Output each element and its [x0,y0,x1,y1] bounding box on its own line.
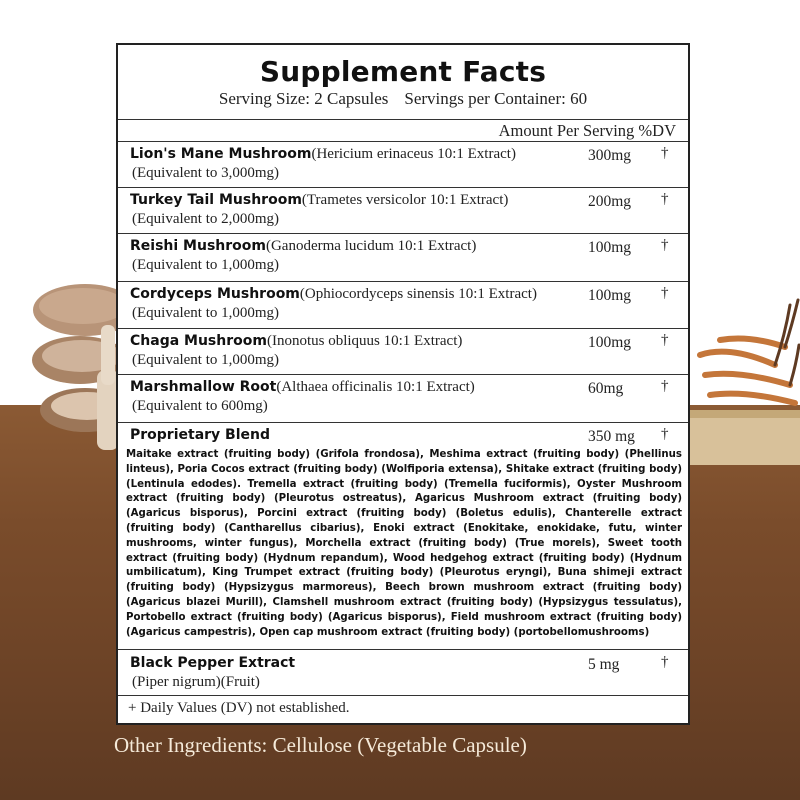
ingredient-extract: (Trametes versicolor 10:1 Extract) [301,192,509,208]
divider [118,422,688,423]
ingredient-amount: 100mg [588,239,632,256]
blend-amount: 350 mg [588,428,635,445]
divider [118,187,688,188]
ingredient-extract: (Ganoderma lucidum 10:1 Extract) [265,238,477,254]
ingredient-equivalent: (Equivalent to 3,000mg) [132,165,280,181]
ingredient-name: Turkey Tail Mushroom [130,192,302,208]
ingredient-name: Chaga Mushroom [130,333,267,349]
ingredient-dv: † [661,285,669,301]
ingredient-equivalent: (Equivalent to 2,000mg) [132,211,280,227]
divider [118,119,688,120]
ingredient-amount: 100mg [588,334,632,351]
ingredient-amount: 300mg [588,147,632,164]
ingredient-name: Cordyceps Mushroom [130,286,300,302]
ingredient-dv: † [661,191,669,207]
black-pepper-dv: † [661,654,669,670]
blend-contents: Maitake extract (fruiting body) (Grifola frondosa), Meshima extract (fruiting body) (Phellinus linteus), Poria Cocos extract (fruiting body) (Wolfiporia extensa), Shitake extract (fruiting body) (Lentinula edodes). Tremella extract (fruiting body) (Tremella fuciformis), Oyster Mushroom extract (fruiting body) (Pleurotus ostreatus), Agaricus Mushroom extract (fruiting body) (Agaricus bisporus), Porcini extract (fruiting body) (Boletus edulis), Chanterelle extract (fruiting body) (Cantharellus cibarius), Enoki extract (Enokitake, enokidake, futu, winter mushrooms, winter fungus), Morchella extract (fruiting body) (True morels), Sweet tooth extract (fruiting body) (Hydnum repandum), Wood hedgehog extract (fruiting body) (Hydnum umbilicatum), King Trumpet extract (fruiting body) (Pleurotus eryngi), Buna shimeji extract (fruiting body) (Hypsizygus marmoreus), Beech brown mushroom extract (fruiting body) (Agaricus blazei Murill), Clamshell mushroom extract (fruiting body) (Hypsizygus tessulatus), Portobello extract (fruiting body) (Agaricus bisporus), Field mushroom extract (fruiting body) (Agaricus campestris), Open cap mushroom extract (fruiting body) (portobellomushrooms) [126,449,682,638]
divider [118,374,688,375]
ingredient-extract: (Hericium erinaceus 10:1 Extract) [311,146,516,162]
divider [118,328,688,329]
divider [118,141,688,142]
ingredient-equivalent: (Equivalent to 1,000mg) [132,257,280,273]
ingredient-equivalent: (Equivalent to 1,000mg) [132,352,280,368]
black-pepper-source: (Piper nigrum)(Fruit) [132,674,260,690]
ingredient-dv: † [661,378,669,394]
divider [118,695,688,696]
black-pepper-name: Black Pepper Extract [130,655,296,671]
ingredient-equivalent: (Equivalent to 600mg) [132,398,268,414]
ingredient-amount: 100mg [588,287,632,304]
ingredient-equivalent: (Equivalent to 1,000mg) [132,305,280,321]
amount-per-serving-header: Amount Per Serving %DV [498,121,676,140]
blend-name: Proprietary Blend [130,427,270,443]
ingredient-dv: † [661,237,669,253]
ingredient-extract: (Inonotus obliquus 10:1 Extract) [266,333,463,349]
daily-value-footnote: + Daily Values (DV) not established. [128,700,350,716]
ingredient-dv: † [661,145,669,161]
ingredient-dv: † [661,332,669,348]
panel-title: Supplement Facts [259,55,547,88]
ingredient-name: Reishi Mushroom [130,238,266,254]
divider [118,649,688,650]
divider [118,233,688,234]
ingredient-amount: 60mg [588,380,624,397]
serving-size: Serving Size: 2 Capsules [218,89,389,108]
ingredient-name: Lion's Mane Mushroom [130,146,312,162]
cordyceps-image [680,285,800,475]
ingredient-extract: (Ophiocordyceps sinensis 10:1 Extract) [299,286,537,302]
divider [118,281,688,282]
supplement-facts-panel [116,43,690,725]
other-ingredients: Other Ingredients: Cellulose (Vegetable Capsule) [114,733,527,757]
servings-per-container: Servings per Container: 60 [404,89,588,108]
ingredient-amount: 200mg [588,193,632,210]
ingredient-name: Marshmallow Root [130,379,277,395]
ingredient-extract: (Althaea officinalis 10:1 Extract) [276,379,475,395]
blend-dv: † [661,426,669,442]
black-pepper-amount: 5 mg [588,656,620,673]
serving-info [118,89,688,109]
